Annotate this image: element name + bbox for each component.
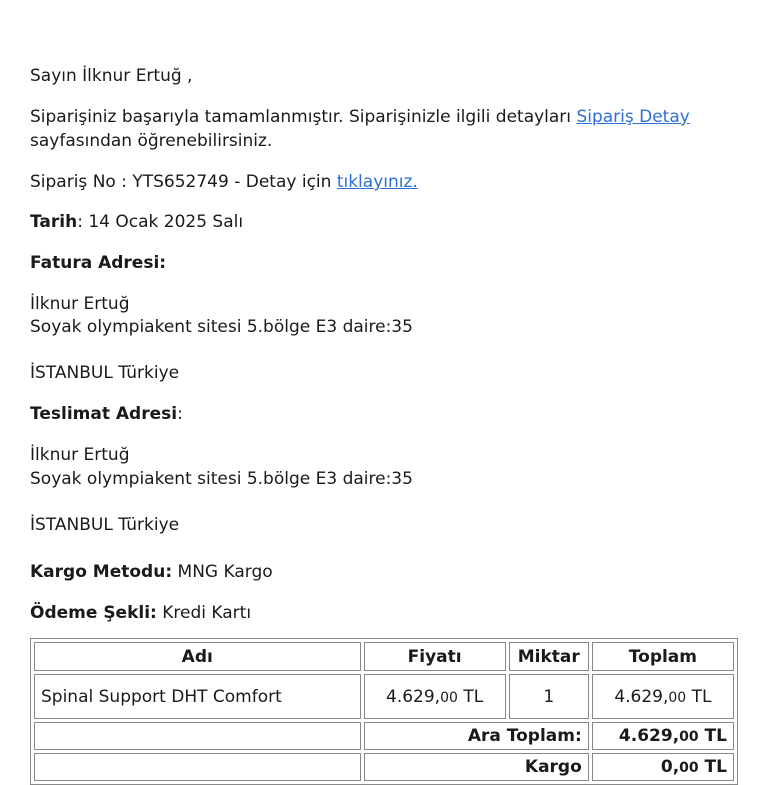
message-line-1	[30, 106, 690, 128]
item-price: 4.629,00 TL	[364, 674, 506, 719]
date-value: : 14 Ocak 2025 Salı	[77, 212, 244, 232]
date-label: Tarih	[30, 212, 78, 232]
cargo-line	[30, 561, 273, 583]
cargo-cost-row	[34, 753, 734, 781]
shipping-name: İlknur Ertuğ	[30, 445, 130, 465]
table-row	[34, 674, 734, 719]
cargo-cost-label: Kargo	[364, 753, 589, 781]
header-quantity: Miktar	[509, 642, 589, 671]
subtotal-row	[34, 722, 734, 750]
message-line-2: sayfasından öğrenebilirsiniz.	[30, 131, 273, 151]
billing-address: Soyak olympiakent sitesi 5.bölge E3 daire:35	[30, 317, 413, 337]
payment-label: Ödeme Şekli:	[30, 603, 157, 623]
cargo-cost-value: 0,00 TL	[592, 753, 734, 781]
table-header-row	[34, 642, 734, 671]
header-total: Toplam	[592, 642, 734, 671]
item-name: Spinal Support DHT Comfort	[34, 674, 361, 719]
subtotal-label: Ara Toplam:	[364, 722, 589, 750]
cargo-empty-cell	[34, 753, 361, 781]
order-detail-link[interactable]: Sipariş Detay	[576, 107, 690, 127]
billing-city: İSTANBUL Türkiye	[30, 363, 180, 383]
shipping-label: Teslimat Adresi	[30, 404, 178, 424]
order-number-line	[30, 171, 418, 193]
order-click-link[interactable]: tıklayınız.	[336, 172, 418, 192]
cargo-value: MNG Kargo	[172, 562, 273, 582]
billing-label: Fatura Adresi:	[30, 253, 167, 273]
header-price: Fiyatı	[364, 642, 506, 671]
billing-name: İlknur Ertuğ	[30, 294, 130, 314]
item-total: 4.629,00 TL	[592, 674, 734, 719]
payment-value: Kredi Kartı	[156, 603, 252, 623]
shipping-colon: :	[177, 404, 183, 424]
order-number-text: Sipariş No : YTS652749 - Detay için	[30, 172, 337, 192]
shipping-city: İSTANBUL Türkiye	[30, 515, 180, 535]
cargo-label: Kargo Metodu:	[30, 562, 173, 582]
shipping-address: Soyak olympiakent sitesi 5.bölge E3 daire:35	[30, 469, 413, 489]
shipping-label-line	[30, 403, 183, 425]
greeting: Sayın İlknur Ertuğ ,	[30, 66, 193, 86]
order-items-table	[30, 638, 738, 785]
header-name: Adı	[34, 642, 361, 671]
date-line	[30, 211, 243, 233]
payment-line	[30, 602, 251, 624]
item-quantity: 1	[509, 674, 589, 719]
subtotal-value: 4.629,00 TL	[592, 722, 734, 750]
message-text: Siparişiniz başarıyla tamamlanmıştır. Siparişinizle ilgili detayları	[30, 107, 577, 127]
subtotal-empty-cell	[34, 722, 361, 750]
